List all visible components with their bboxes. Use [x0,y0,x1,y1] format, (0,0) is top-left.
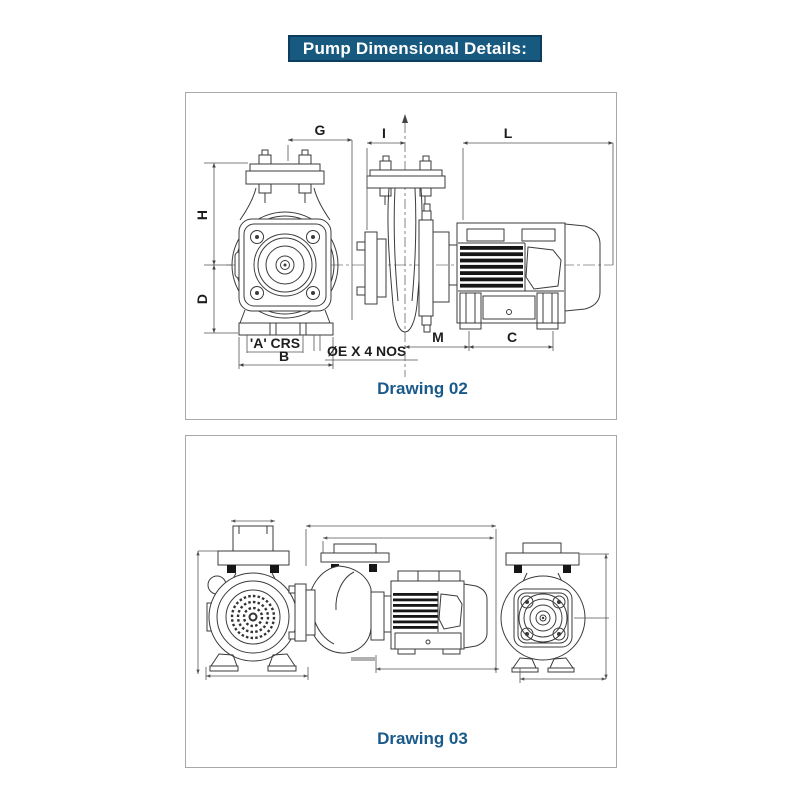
page-title: Pump Dimensional Details: [288,35,542,62]
pump-end-view [501,543,609,683]
dimension-label-l: L [503,125,513,141]
dimension-label-i: I [382,125,386,141]
dimension-label-b: B [278,348,290,364]
drawing-02-caption: Drawing 02 [377,379,468,398]
drawing-02-figure [186,93,616,377]
dimension-label-g: G [314,122,326,138]
dimension-label-a-crs: 'A' CRS [249,335,301,351]
dimension-label-d: D [194,293,210,305]
dimension-label-h: H [194,209,210,221]
drawing-02-panel [185,92,617,420]
motor-side-view [457,223,600,329]
pump-front-view [232,150,338,335]
dimension-label-c: C [506,329,518,345]
dimension-label-m: M [432,329,444,345]
dimension-label-oe: ØE X 4 NOS [327,343,407,359]
drawing-03-panel [185,435,617,768]
drawing-03-figure [186,436,616,726]
pump-side-assembly [289,526,499,673]
drawing-03-caption: Drawing 03 [377,729,468,748]
motor-end-view [198,521,308,680]
